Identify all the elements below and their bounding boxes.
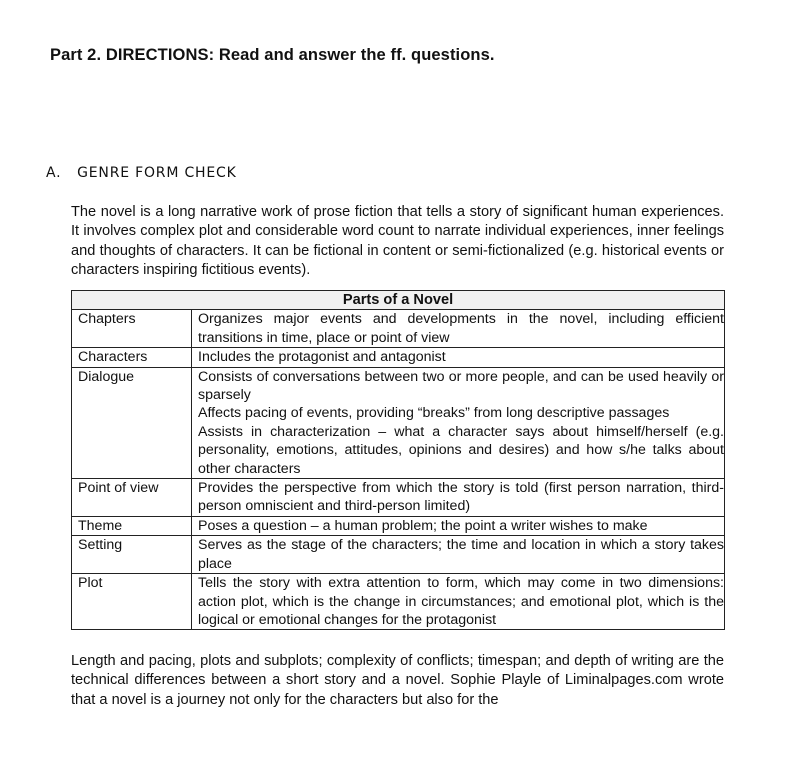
table-row — [72, 348, 725, 367]
term-cell: Plot — [72, 574, 192, 630]
intro-paragraph: The novel is a long narrative work of prose fiction that tells a story of significant human experiences. It involves complex plot and considerable word count to narrate individual experiences, inner feelings and thoughts of characters. It can be fictional in content or semi-fictionalized (e.g. historical events or characters inspiring fictitious events). — [71, 204, 724, 278]
table-row — [72, 536, 725, 574]
description-line: Tells the story with extra attention to form, which may come in two dimensions: action plot, which is the change in circumstances; and emotional plot, which is the logical or emotional changes for the protagonist — [198, 575, 724, 628]
term-cell: Dialogue — [72, 367, 192, 478]
description-cell — [192, 310, 725, 348]
term-cell: Point of view — [72, 479, 192, 517]
description-line: Serves as the stage of the characters; the time and location in which a story takes place — [198, 537, 724, 572]
table-row — [72, 516, 725, 535]
term-cell: Theme — [72, 516, 192, 535]
description-cell — [192, 367, 725, 478]
description-cell — [192, 516, 725, 535]
table-header-row — [72, 291, 725, 310]
closing-paragraph: Length and pacing, plots and subplots; complexity of conflicts; timespan; and depth of writing are the technical differences between a short story and a novel. Sophie Playle of Liminalpages.com wrote that a novel is a journey not only for the characters but also for the — [71, 653, 724, 708]
table-row — [72, 479, 725, 517]
section-heading: A. GENRE FORM CHECK — [46, 165, 237, 181]
description-line: Organizes major events and developments in the novel, including efficient transitions in time, place or point of view — [198, 311, 724, 346]
term-cell: Chapters — [72, 310, 192, 348]
description-line: Assists in characterization – what a character says about himself/herself (e.g. personality, emotions, attitudes, opinions and desires) and how s/he talks about other characters — [198, 423, 724, 477]
description-line: Consists of conversations between two or more people, and can be used heavily or sparsely — [198, 368, 724, 404]
table-row — [72, 574, 725, 630]
term-cell: Setting — [72, 536, 192, 574]
table-title: Parts of a Novel — [72, 291, 725, 310]
description-line: Poses a question – a human problem; the point a writer wishes to make — [198, 517, 648, 534]
description-cell — [192, 574, 725, 630]
description-line: Affects pacing of events, providing “breaks” from long descriptive passages — [198, 405, 670, 422]
description-cell — [192, 536, 725, 574]
table-row — [72, 310, 725, 348]
part-title: Part 2. DIRECTIONS: Read and answer the ff. questions. — [50, 46, 495, 64]
table-row — [72, 367, 725, 478]
parts-of-novel-table — [71, 290, 725, 630]
description-line: Provides the perspective from which the story is told (first person narration, third-person omniscient and third-person limited) — [198, 480, 724, 515]
description-line: Includes the protagonist and antagonist — [198, 349, 446, 366]
description-cell — [192, 348, 725, 367]
description-cell — [192, 479, 725, 517]
term-cell: Characters — [72, 348, 192, 367]
